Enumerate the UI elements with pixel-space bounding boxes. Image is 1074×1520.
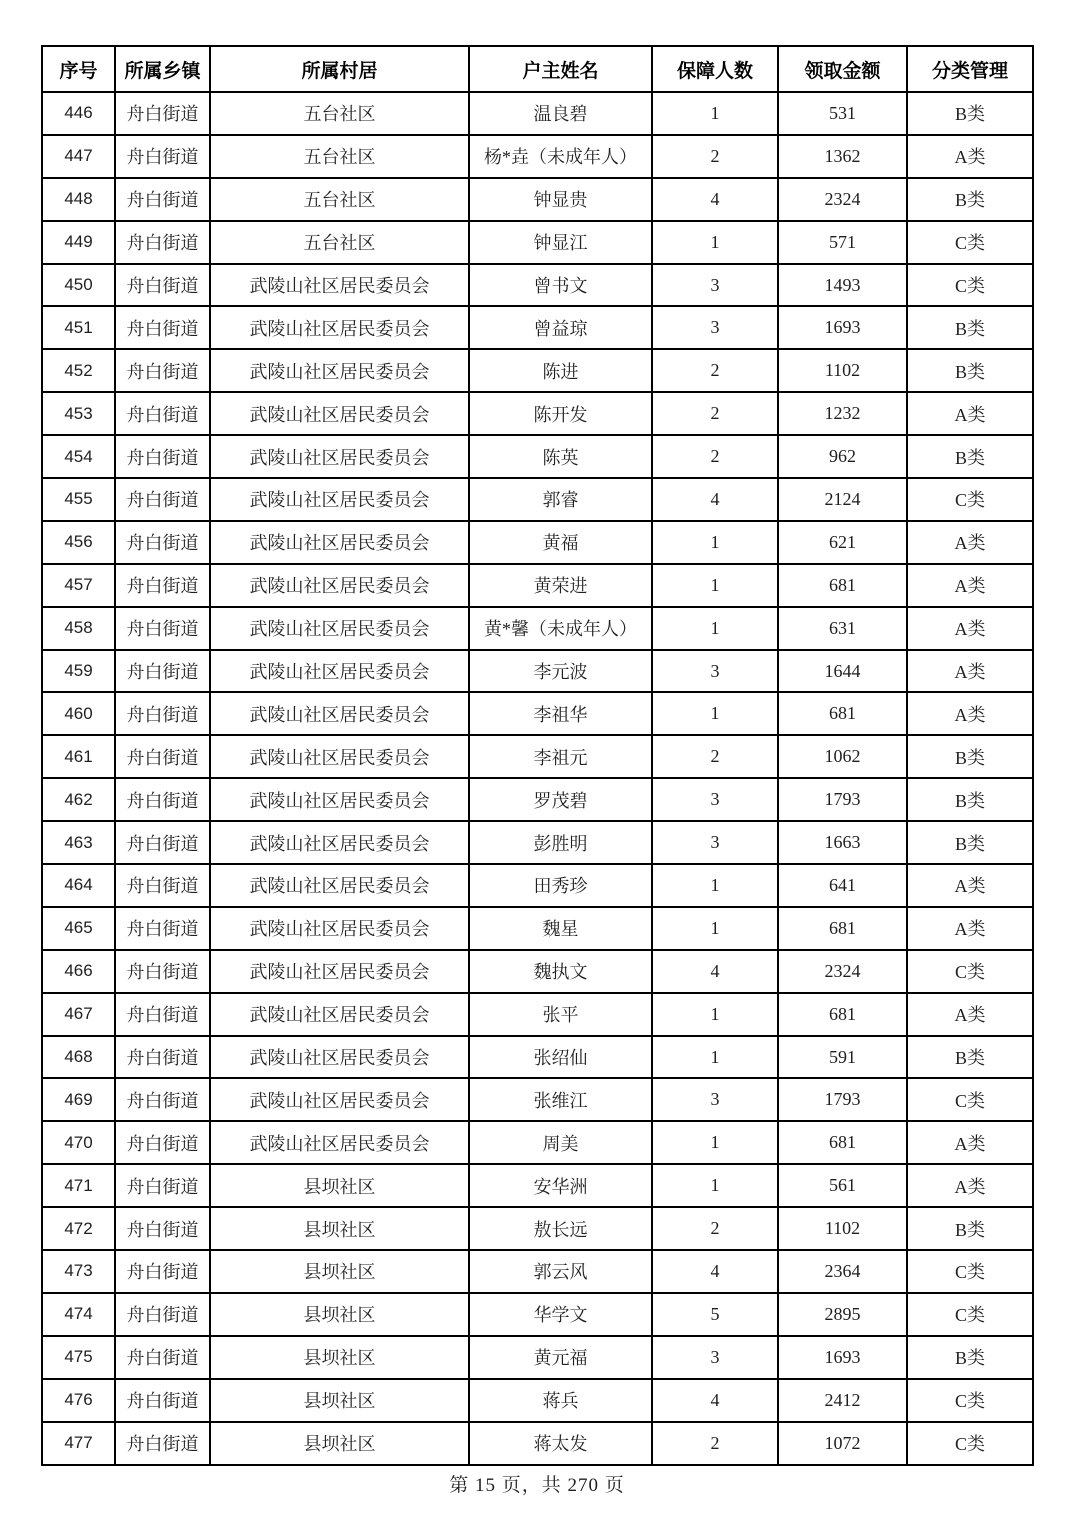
column-header-category: 分类管理	[907, 46, 1033, 92]
table-row	[42, 1336, 1033, 1379]
cell-village: 县坝社区	[210, 1207, 469, 1250]
table-row	[42, 778, 1033, 821]
cell-village: 武陵山社区居民委员会	[210, 650, 469, 693]
cell-serial: 470	[42, 1121, 115, 1164]
cell-category: B类	[907, 821, 1033, 864]
cell-village: 武陵山社区居民委员会	[210, 821, 469, 864]
cell-serial: 450	[42, 264, 115, 307]
cell-serial: 469	[42, 1078, 115, 1121]
table-row	[42, 1207, 1033, 1250]
cell-amount: 591	[778, 1036, 907, 1079]
cell-amount: 571	[778, 221, 907, 264]
table-row	[42, 435, 1033, 478]
cell-householder: 周美	[469, 1121, 652, 1164]
cell-village: 武陵山社区居民委员会	[210, 692, 469, 735]
cell-amount: 631	[778, 607, 907, 650]
page-indicator: 第 15 页，共 270 页	[449, 1475, 625, 1496]
table-row	[42, 221, 1033, 264]
cell-category: B类	[907, 435, 1033, 478]
table-row	[42, 564, 1033, 607]
cell-serial: 459	[42, 650, 115, 693]
cell-insured-count: 1	[652, 564, 778, 607]
cell-householder: 魏执文	[469, 950, 652, 993]
cell-township: 舟白街道	[115, 993, 210, 1036]
cell-householder: 黄*馨（未成年人）	[469, 607, 652, 650]
cell-serial: 446	[42, 92, 115, 135]
cell-householder: 黄福	[469, 521, 652, 564]
cell-householder: 陈进	[469, 349, 652, 392]
cell-householder: 李祖元	[469, 735, 652, 778]
cell-insured-count: 1	[652, 521, 778, 564]
cell-category: A类	[907, 607, 1033, 650]
table-row	[42, 392, 1033, 435]
cell-township: 舟白街道	[115, 435, 210, 478]
cell-amount: 681	[778, 692, 907, 735]
cell-insured-count: 4	[652, 1379, 778, 1422]
cell-insured-count: 4	[652, 1250, 778, 1293]
cell-village: 县坝社区	[210, 1336, 469, 1379]
cell-category: B类	[907, 349, 1033, 392]
cell-householder: 安华洲	[469, 1164, 652, 1207]
cell-village: 武陵山社区居民委员会	[210, 521, 469, 564]
cell-category: C类	[907, 264, 1033, 307]
cell-township: 舟白街道	[115, 607, 210, 650]
cell-householder: 蒋兵	[469, 1379, 652, 1422]
cell-category: A类	[907, 993, 1033, 1036]
cell-serial: 465	[42, 907, 115, 950]
cell-category: B类	[907, 1336, 1033, 1379]
cell-serial: 475	[42, 1336, 115, 1379]
table-row	[42, 306, 1033, 349]
cell-category: A类	[907, 692, 1033, 735]
cell-township: 舟白街道	[115, 264, 210, 307]
cell-amount: 2412	[778, 1379, 907, 1422]
cell-category: B类	[907, 778, 1033, 821]
cell-householder: 曾益琼	[469, 306, 652, 349]
cell-category: A类	[907, 135, 1033, 178]
cell-insured-count: 1	[652, 692, 778, 735]
cell-township: 舟白街道	[115, 1336, 210, 1379]
column-header-householder: 户主姓名	[469, 46, 652, 92]
cell-category: C类	[907, 221, 1033, 264]
table-row	[42, 1422, 1033, 1465]
cell-amount: 681	[778, 564, 907, 607]
cell-amount: 641	[778, 864, 907, 907]
cell-township: 舟白街道	[115, 650, 210, 693]
cell-insured-count: 1	[652, 607, 778, 650]
cell-serial: 472	[42, 1207, 115, 1250]
cell-category: B类	[907, 178, 1033, 221]
column-header-village: 所属村居	[210, 46, 469, 92]
cell-amount: 561	[778, 1164, 907, 1207]
cell-township: 舟白街道	[115, 1121, 210, 1164]
benefit-roster-table	[41, 45, 1034, 1466]
cell-insured-count: 2	[652, 735, 778, 778]
cell-householder: 李祖华	[469, 692, 652, 735]
table-row	[42, 1164, 1033, 1207]
cell-township: 舟白街道	[115, 1164, 210, 1207]
table-body	[42, 92, 1033, 1465]
table-row	[42, 478, 1033, 521]
cell-householder: 田秀珍	[469, 864, 652, 907]
cell-category: C类	[907, 1379, 1033, 1422]
cell-insured-count: 1	[652, 1121, 778, 1164]
cell-serial: 463	[42, 821, 115, 864]
table-row	[42, 1379, 1033, 1422]
cell-householder: 张平	[469, 993, 652, 1036]
cell-householder: 张维江	[469, 1078, 652, 1121]
cell-amount: 2324	[778, 950, 907, 993]
cell-serial: 447	[42, 135, 115, 178]
cell-category: A类	[907, 564, 1033, 607]
cell-amount: 681	[778, 907, 907, 950]
cell-amount: 1102	[778, 1207, 907, 1250]
table-row	[42, 907, 1033, 950]
cell-category: A类	[907, 521, 1033, 564]
cell-insured-count: 2	[652, 349, 778, 392]
cell-serial: 454	[42, 435, 115, 478]
cell-category: C类	[907, 1293, 1033, 1336]
cell-township: 舟白街道	[115, 1078, 210, 1121]
cell-insured-count: 1	[652, 907, 778, 950]
cell-village: 武陵山社区居民委员会	[210, 435, 469, 478]
table-row	[42, 264, 1033, 307]
cell-village: 武陵山社区居民委员会	[210, 950, 469, 993]
cell-serial: 452	[42, 349, 115, 392]
cell-insured-count: 3	[652, 821, 778, 864]
cell-category: B类	[907, 735, 1033, 778]
cell-category: A类	[907, 907, 1033, 950]
cell-amount: 681	[778, 1121, 907, 1164]
cell-householder: 敖长远	[469, 1207, 652, 1250]
cell-township: 舟白街道	[115, 907, 210, 950]
table-row	[42, 1036, 1033, 1079]
cell-township: 舟白街道	[115, 478, 210, 521]
cell-insured-count: 1	[652, 993, 778, 1036]
table-row	[42, 821, 1033, 864]
cell-township: 舟白街道	[115, 178, 210, 221]
cell-township: 舟白街道	[115, 1293, 210, 1336]
cell-insured-count: 2	[652, 392, 778, 435]
cell-amount: 1644	[778, 650, 907, 693]
cell-householder: 钟显贵	[469, 178, 652, 221]
cell-serial: 467	[42, 993, 115, 1036]
cell-village: 五台社区	[210, 221, 469, 264]
cell-village: 武陵山社区居民委员会	[210, 993, 469, 1036]
cell-householder: 黄荣进	[469, 564, 652, 607]
cell-village: 县坝社区	[210, 1164, 469, 1207]
cell-insured-count: 2	[652, 135, 778, 178]
table-row	[42, 521, 1033, 564]
cell-insured-count: 2	[652, 1207, 778, 1250]
cell-village: 武陵山社区居民委员会	[210, 907, 469, 950]
cell-insured-count: 3	[652, 264, 778, 307]
cell-insured-count: 4	[652, 478, 778, 521]
cell-village: 武陵山社区居民委员会	[210, 349, 469, 392]
cell-householder: 李元波	[469, 650, 652, 693]
table-row	[42, 1078, 1033, 1121]
cell-village: 武陵山社区居民委员会	[210, 1121, 469, 1164]
column-header-township: 所属乡镇	[115, 46, 210, 92]
cell-insured-count: 2	[652, 435, 778, 478]
cell-township: 舟白街道	[115, 564, 210, 607]
cell-serial: 474	[42, 1293, 115, 1336]
cell-serial: 466	[42, 950, 115, 993]
cell-householder: 钟显江	[469, 221, 652, 264]
cell-amount: 1102	[778, 349, 907, 392]
cell-insured-count: 1	[652, 864, 778, 907]
cell-serial: 468	[42, 1036, 115, 1079]
cell-insured-count: 1	[652, 1036, 778, 1079]
cell-township: 舟白街道	[115, 1036, 210, 1079]
cell-insured-count: 4	[652, 950, 778, 993]
cell-township: 舟白街道	[115, 92, 210, 135]
table-row	[42, 1250, 1033, 1293]
cell-insured-count: 1	[652, 221, 778, 264]
cell-serial: 456	[42, 521, 115, 564]
cell-amount: 2124	[778, 478, 907, 521]
cell-amount: 1232	[778, 392, 907, 435]
cell-amount: 1493	[778, 264, 907, 307]
cell-amount: 1693	[778, 1336, 907, 1379]
table-row	[42, 993, 1033, 1036]
table-row	[42, 135, 1033, 178]
cell-serial: 464	[42, 864, 115, 907]
cell-serial: 457	[42, 564, 115, 607]
cell-category: C类	[907, 950, 1033, 993]
cell-township: 舟白街道	[115, 950, 210, 993]
cell-householder: 罗茂碧	[469, 778, 652, 821]
column-header-amount: 领取金额	[778, 46, 907, 92]
cell-village: 县坝社区	[210, 1250, 469, 1293]
cell-village: 五台社区	[210, 178, 469, 221]
cell-serial: 448	[42, 178, 115, 221]
cell-householder: 陈英	[469, 435, 652, 478]
column-header-serial: 序号	[42, 46, 115, 92]
cell-village: 武陵山社区居民委员会	[210, 735, 469, 778]
cell-township: 舟白街道	[115, 821, 210, 864]
cell-township: 舟白街道	[115, 221, 210, 264]
cell-amount: 2364	[778, 1250, 907, 1293]
cell-category: C类	[907, 1078, 1033, 1121]
cell-amount: 531	[778, 92, 907, 135]
cell-amount: 1663	[778, 821, 907, 864]
table-row	[42, 349, 1033, 392]
cell-township: 舟白街道	[115, 521, 210, 564]
cell-householder: 郭睿	[469, 478, 652, 521]
cell-category: A类	[907, 864, 1033, 907]
cell-serial: 471	[42, 1164, 115, 1207]
cell-category: B类	[907, 306, 1033, 349]
cell-village: 武陵山社区居民委员会	[210, 264, 469, 307]
cell-category: B类	[907, 92, 1033, 135]
table-header-row	[42, 46, 1033, 92]
cell-township: 舟白街道	[115, 1422, 210, 1465]
table-row	[42, 692, 1033, 735]
cell-householder: 华学文	[469, 1293, 652, 1336]
cell-category: A类	[907, 1121, 1033, 1164]
cell-insured-count: 1	[652, 92, 778, 135]
cell-village: 县坝社区	[210, 1379, 469, 1422]
table-row	[42, 650, 1033, 693]
cell-township: 舟白街道	[115, 692, 210, 735]
cell-serial: 473	[42, 1250, 115, 1293]
cell-insured-count: 5	[652, 1293, 778, 1336]
table-row	[42, 1293, 1033, 1336]
cell-category: C类	[907, 478, 1033, 521]
table-row	[42, 178, 1033, 221]
table-row	[42, 1121, 1033, 1164]
cell-amount: 1793	[778, 1078, 907, 1121]
cell-amount: 1793	[778, 778, 907, 821]
cell-category: B类	[907, 1036, 1033, 1079]
cell-township: 舟白街道	[115, 735, 210, 778]
cell-village: 武陵山社区居民委员会	[210, 864, 469, 907]
cell-serial: 461	[42, 735, 115, 778]
cell-householder: 曾书文	[469, 264, 652, 307]
cell-village: 武陵山社区居民委员会	[210, 778, 469, 821]
cell-serial: 476	[42, 1379, 115, 1422]
cell-village: 武陵山社区居民委员会	[210, 1036, 469, 1079]
cell-category: A类	[907, 392, 1033, 435]
table-row	[42, 950, 1033, 993]
cell-amount: 2895	[778, 1293, 907, 1336]
cell-insured-count: 2	[652, 1422, 778, 1465]
cell-serial: 462	[42, 778, 115, 821]
cell-householder: 郭云风	[469, 1250, 652, 1293]
cell-category: C类	[907, 1422, 1033, 1465]
cell-householder: 杨*垚（未成年人）	[469, 135, 652, 178]
cell-serial: 460	[42, 692, 115, 735]
cell-serial: 451	[42, 306, 115, 349]
cell-village: 武陵山社区居民委员会	[210, 564, 469, 607]
cell-insured-count: 4	[652, 178, 778, 221]
column-header-insured-count: 保障人数	[652, 46, 778, 92]
cell-amount: 1062	[778, 735, 907, 778]
cell-village: 武陵山社区居民委员会	[210, 306, 469, 349]
cell-amount: 1072	[778, 1422, 907, 1465]
cell-township: 舟白街道	[115, 1250, 210, 1293]
cell-category: B类	[907, 1207, 1033, 1250]
cell-insured-count: 3	[652, 778, 778, 821]
cell-village: 五台社区	[210, 92, 469, 135]
cell-township: 舟白街道	[115, 1379, 210, 1422]
cell-amount: 621	[778, 521, 907, 564]
cell-township: 舟白街道	[115, 306, 210, 349]
table-row	[42, 735, 1033, 778]
cell-village: 武陵山社区居民委员会	[210, 607, 469, 650]
cell-village: 武陵山社区居民委员会	[210, 478, 469, 521]
table-row	[42, 864, 1033, 907]
cell-amount: 1362	[778, 135, 907, 178]
cell-township: 舟白街道	[115, 1207, 210, 1250]
cell-amount: 681	[778, 993, 907, 1036]
cell-category: C类	[907, 1250, 1033, 1293]
cell-village: 武陵山社区居民委员会	[210, 392, 469, 435]
cell-serial: 455	[42, 478, 115, 521]
cell-householder: 温良碧	[469, 92, 652, 135]
cell-serial: 477	[42, 1422, 115, 1465]
cell-township: 舟白街道	[115, 392, 210, 435]
cell-householder: 张绍仙	[469, 1036, 652, 1079]
cell-township: 舟白街道	[115, 135, 210, 178]
cell-householder: 彭胜明	[469, 821, 652, 864]
cell-township: 舟白街道	[115, 864, 210, 907]
cell-householder: 陈开发	[469, 392, 652, 435]
cell-serial: 458	[42, 607, 115, 650]
cell-serial: 449	[42, 221, 115, 264]
cell-householder: 蒋太发	[469, 1422, 652, 1465]
cell-insured-count: 3	[652, 306, 778, 349]
table-row	[42, 92, 1033, 135]
cell-village: 五台社区	[210, 135, 469, 178]
cell-village: 县坝社区	[210, 1422, 469, 1465]
table-row	[42, 607, 1033, 650]
cell-village: 武陵山社区居民委员会	[210, 1078, 469, 1121]
cell-category: A类	[907, 650, 1033, 693]
cell-village: 县坝社区	[210, 1293, 469, 1336]
cell-township: 舟白街道	[115, 778, 210, 821]
cell-insured-count: 3	[652, 650, 778, 693]
cell-category: A类	[907, 1164, 1033, 1207]
cell-insured-count: 3	[652, 1078, 778, 1121]
cell-serial: 453	[42, 392, 115, 435]
cell-insured-count: 1	[652, 1164, 778, 1207]
cell-township: 舟白街道	[115, 349, 210, 392]
cell-householder: 魏星	[469, 907, 652, 950]
cell-insured-count: 3	[652, 1336, 778, 1379]
cell-amount: 962	[778, 435, 907, 478]
cell-householder: 黄元福	[469, 1336, 652, 1379]
cell-amount: 1693	[778, 306, 907, 349]
cell-amount: 2324	[778, 178, 907, 221]
